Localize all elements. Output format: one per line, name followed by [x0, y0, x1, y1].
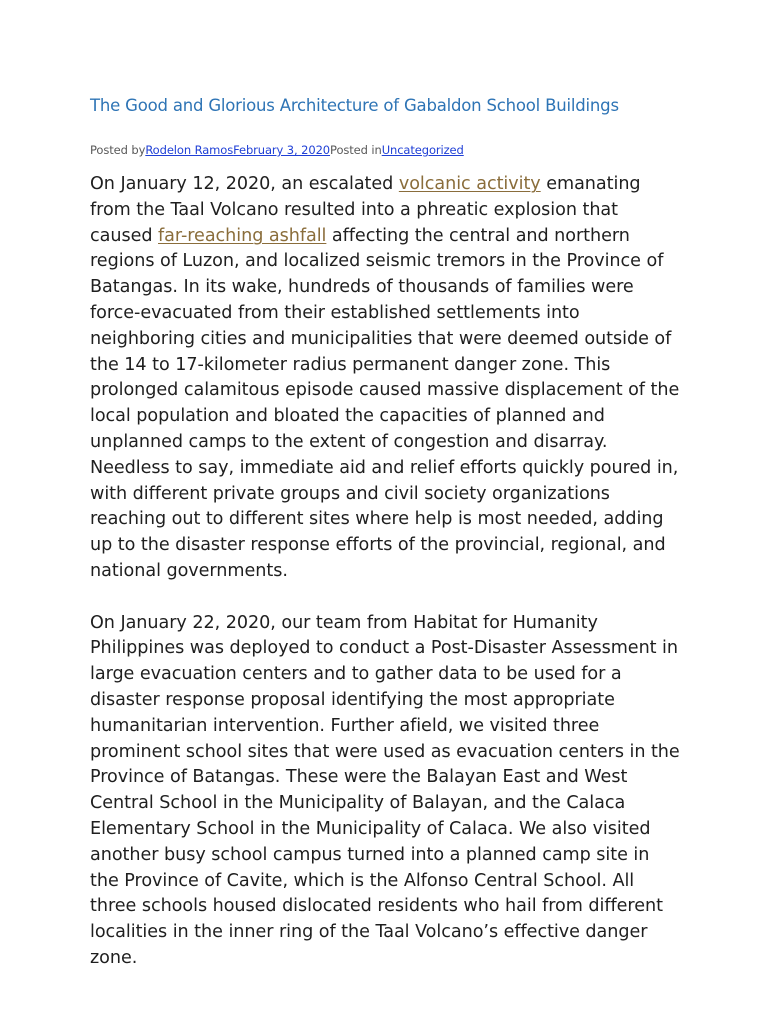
article: [90, 92, 682, 972]
paragraph-1-part-1: On January 12, 2020, an escalated: [90, 174, 399, 194]
paragraph-2: On January 22, 2020, our team from Habitat for Humanity Philippines was deployed to conduct a Post-Disaster Assessment in large evacuation centers and to gather data to be used for a disaster response proposal identifying the most appropriate humanitarian intervention. Further afield, we visited three prominent school sites that were used as evacuation centers in the Province of Batangas. These were the Balayan East and West Central School in the Municipality of Balayan, and the Calaca Elementary School in the Municipality of Calaca. We also visited another busy school campus turned into a planned camp site in the Province of Cavite, which is the Alfonso Central School. All three schools housed dislocated residents who hail from different localities in the inner ring of the Taal Volcano’s effective danger zone.: [90, 612, 680, 968]
post-meta: [90, 142, 682, 158]
author-link[interactable]: Rodelon Ramos: [145, 143, 234, 157]
posted-by-label: Posted by: [90, 143, 146, 157]
paragraph-1: [90, 172, 682, 585]
ashfall-link[interactable]: far-reaching ashfall: [158, 225, 327, 246]
article-body: [90, 172, 682, 972]
paragraph-1-part-3: affecting the central and northern regions of Luzon, and localized seismic tremors in the Province of Batangas. In its wake, hundreds of thousands of families were force-evacuated from their established settlements into neighboring cities and municipalities that were deemed outside of the 14 to 17-kilometer radius permanent danger zone. This prolonged calamitous episode caused massive displacement of the local population and bloated the capacities of planned and unplanned camps to the extent of congestion and disarray. Needless to say, immediate aid and relief efforts quickly poured in, with different private groups and civil society organizations reaching out to different sites where help is most needed, adding up to the disaster response efforts of the provincial, regional, and national governments.: [90, 225, 680, 581]
posted-in-label: Posted in: [330, 143, 382, 157]
category-link[interactable]: Uncategorized: [381, 143, 464, 157]
volcanic-activity-link[interactable]: volcanic activity: [398, 174, 541, 194]
date-link[interactable]: February 3, 2020: [233, 143, 331, 157]
article-title: The Good and Glorious Architecture of Gabaldon School Buildings: [90, 96, 619, 115]
paragraph-1-part-2: emanating from the Taal Volcano resulted into a phreatic explosion that caused: [90, 174, 641, 246]
